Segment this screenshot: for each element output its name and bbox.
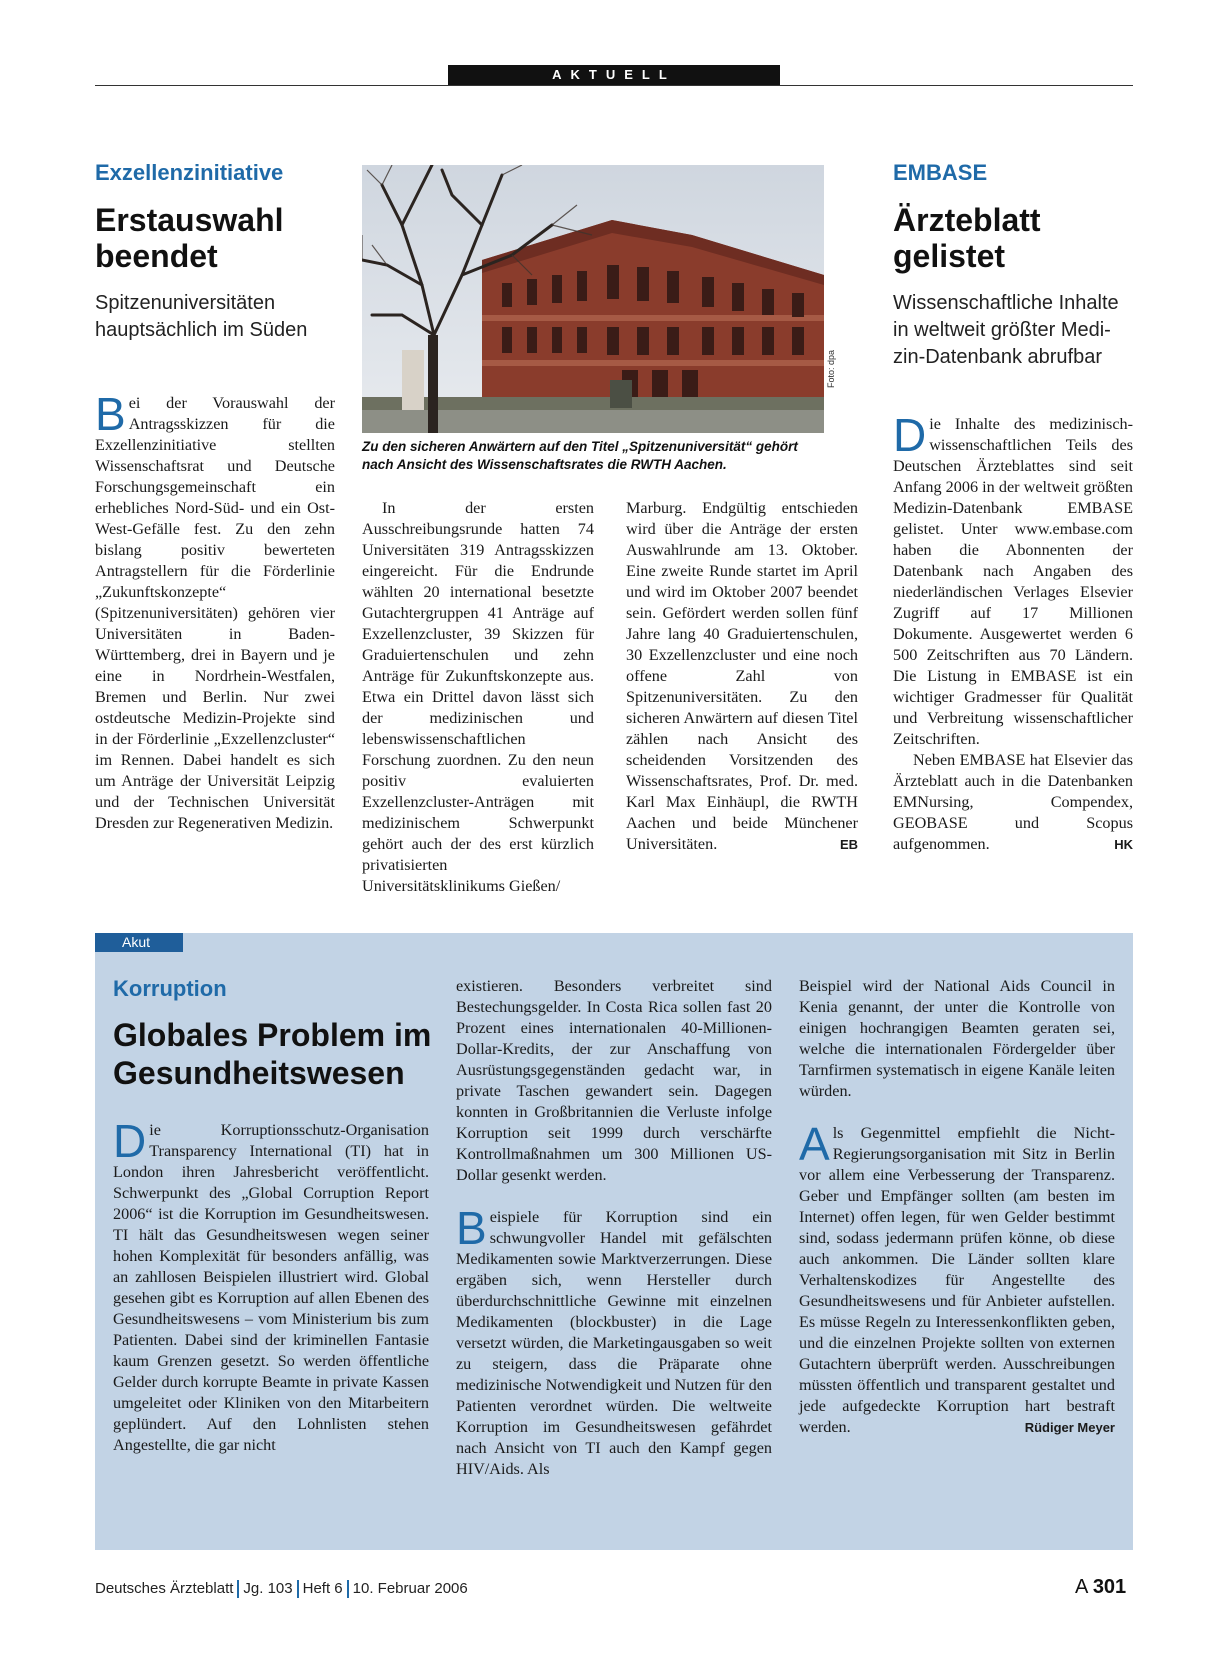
photo-rwth-aachen <box>362 165 824 433</box>
page-number-value: 301 <box>1092 1576 1127 1598</box>
author-signature: Rüdiger Meyer <box>1024 1420 1115 1435</box>
deck-line: Spitzenuniversitäten <box>95 292 276 314</box>
photo-credit: Foto: dpa <box>826 349 836 388</box>
footer-citation <box>95 1580 468 1598</box>
article-body-column-2 <box>362 498 594 897</box>
body-text: Marburg. Endgültig entschieden wird über die Anträge der ersten Auswahlrunde am 13. Oktober. Eine zweite Runde startet im April und wird im Oktober 2007 beendet sein. Gefördert werden sollen fünf Jahre lang 40 Graduiertenschulen, 30 Exzellenzcluster und eine noch offene Zahl von Spitzenuniversitäten. Zu den sicheren Anwärtern auf diesen Titel zählen nach Ansicht des scheidenden Vorsitzenden des Wissenschaftsrates, Prof. Dr. med. Karl Max Einhäupl, die RWTH Aachen und beide Münchener Universitäten. <box>626 499 858 853</box>
box-tab: Akut <box>95 933 183 952</box>
footer-divider <box>237 1580 239 1598</box>
author-signature: HK <box>1114 837 1133 852</box>
article-kicker: Exzellenzinitiative <box>95 160 284 185</box>
body-text: In der ersten Ausschreibungsrunde hatten 74 Universitäten 319 Antragsskizzen eingereicht. Für die Endrunde wählten 20 international besetzte Gutachtergruppen 41 Anträge auf Exzellenzcluster, 39 Skizzen für Graduiertenschulen und zehn Anträge für Zukunftskonzepte aus. Etwa ein Drittel davon lässt sich der medizinischen und lebenswissenschaftlichen Forschung zuordnen. Zu den neun positiv evaluierten Exzellenzcluster-Anträgen mit medizinischem Schwerpunkt gehört auch der des erst kürzlich privatisierten Universitätsklinikums Gießen/ <box>362 499 594 895</box>
article-headline <box>893 202 1133 274</box>
headline-line: gelistet <box>893 238 1006 274</box>
drop-cap: A <box>799 1118 830 1170</box>
body-text: ie Inhalte des medizinisch-wissenschaftlichen Teils des Deutschen Ärzteblattes sind seit Anfang 2006 in der weltweit größten Medizin-Datenbank EMBASE gelistet. Unter www.embase.com haben die Abonnenten der Datenbank nach Angaben des niederländischen Verlages Elsevier Zugriff auf 17 Millionen Dokumente. Ausgewertet werden 6 500 Zeitschriften aus 70 Ländern. Die Listung in EMBASE ist ein wichtiger Gradmesser für Qualität und Verbreitung wissenschaftlicher Zeitschriften. <box>893 415 1133 748</box>
journal-volume: Jg. 103 <box>243 1580 293 1597</box>
photo-caption: Zu den sicheren Anwärtern auf den Titel „Spitzenuniversität“ gehört nach Ansicht des Wissenschaftsrates die RWTH Aachen. <box>362 439 798 472</box>
box-article-heading <box>113 976 433 1092</box>
body-text: Beispiel wird der National Aids Council in Kenia genannt, der unter die Kontrolle von einigen hochrangigen Beamten geraten sei, welche die internationalen Fördergelder über Tarnfirmen systematisch in eigene Kanäle leiten würden. <box>799 977 1115 1100</box>
deck-line: Wissenschaftliche Inhalte <box>893 292 1119 314</box>
article-headline <box>95 202 335 274</box>
article-body-embase <box>893 409 1133 855</box>
footer-divider <box>297 1580 299 1598</box>
deck-line: in weltweit größter Medi- <box>893 319 1111 341</box>
box-body-column-2 <box>456 976 772 1480</box>
journal-issue: Heft 6 <box>302 1580 343 1597</box>
building-photo <box>362 165 824 433</box>
headline-line: Gesundheitswesen <box>113 1055 405 1091</box>
body-text: eispiele für Korruption sind ein schwungvoller Handel mit gefälschten Medikamenten sowie Marktverzerrungen. Diese ergäben sich, wenn Hersteller durch überdurchschnittliche Gewinne mit einzelnen Medikamenten (blockbuster) in die Lage versetzt würden, die Marketingausgaben so weit zu steigern, dass die Präparate ohne medizinische Notwendigkeit und Nutzen für den Patienten verordnet würden. Die weltweite Korruption im Gesundheitswesen gefährdet nach Ansicht von TI auch den Kampf gegen HIV/Aids. Als <box>456 1208 772 1478</box>
article-embase <box>893 160 1133 371</box>
drop-cap: B <box>95 388 126 440</box>
section-label: AKTUELL <box>448 65 780 85</box>
article-body-column-1 <box>95 388 335 834</box>
deck-line: zin-Datenbank abrufbar <box>893 346 1103 368</box>
drop-cap: D <box>893 409 927 461</box>
box-body-column-1 <box>113 1115 429 1456</box>
headline-line: beendet <box>95 238 218 274</box>
body-text: ls Gegenmittel empfiehlt die Nicht-Regierungsorganisation mit Sitz in Berlin vor allem eine Verbesserung der Transparenz. Geber und Empfänger sollten (am besten im Internet) offen legen, für wen Gelder bestimmt sind, sodass jedermann prüfen könne, ob diese auch ankommen. Die Länder sollten klare Verhaltenskodizes für Angestellte des Gesundheitswesens und für Anbieter aufstellen. Es müsse Regeln zu Interessenkonflikten geben, und die einzelnen Projekte sollten von externen Gutachtern überprüft werden. Ausschreibungen müssten öffentlich und transparent gestaltet und jede aufgedeckte Korruption hart bestraft werden. <box>799 1124 1115 1436</box>
headline-line: Globales Problem im <box>113 1017 432 1053</box>
headline-line: Ärzteblatt <box>893 202 1041 238</box>
article-deck <box>95 290 335 344</box>
article-kicker: EMBASE <box>893 160 988 185</box>
drop-cap: D <box>113 1115 147 1167</box>
deck-line: hauptsächlich im Süden <box>95 319 308 341</box>
body-text: existieren. Besonders verbreitet sind Bestechungsgelder. In Costa Rica sollen fast 20 Prozent eines internationalen 40-Millionen-Dollar-Kredits, der zur Anschaffung von Ausrüstungsgegenständen gedacht war, in private Taschen gewandert sein. Dagegen konnten in Großbritannien die Verluste infolge Korruption seit 1999 durch verschärfte Kontrollmaßnahmen um 300 Millionen US-Dollar gesenkt werden. <box>456 977 772 1184</box>
box-body-column-3 <box>799 976 1115 1438</box>
drop-cap: B <box>456 1202 487 1254</box>
article-kicker: Korruption <box>113 976 227 1001</box>
article-body-column-3 <box>626 498 858 855</box>
article-exzellenzinitiative <box>95 160 335 344</box>
journal-name: Deutsches Ärzteblatt <box>95 1580 234 1597</box>
body-text: Neben EMBASE hat Elsevier das Ärzteblatt auch in die Datenbanken EMNursing, Compendex, GEOBASE und Scopus aufgenommen. <box>893 751 1133 853</box>
page-number <box>1075 1576 1126 1599</box>
journal-date: 10. Februar 2006 <box>352 1580 468 1597</box>
footer-divider <box>347 1580 349 1598</box>
article-headline <box>113 1016 433 1092</box>
author-signature: EB <box>839 837 858 852</box>
body-text: ei der Vorauswahl der Antragsskizzen für die Exzellenzinitiative stellten Wissenschaftsrat und Deutsche Forschungsgemeinschaft ein erhebliches Nord-Süd- und ein Ost-West-Gefälle fest. Zu den zehn bislang positiv bewerteten Antragstellern für die Förderlinie „Zukunftskonzepte“ (Spitzenuniversitäten) gehören vier Universitäten in Baden-Württemberg, drei in Bayern und je eine in Nordrhein-Westfalen, Bremen und Berlin. Nur zwei ostdeutsche Medizin-Projekte sind in der Förderlinie „Exzellenzcluster“ im Rennen. Dabei handelt es sich um Anträge der Universität Leipzig und der Technischen Universität Dresden zur Regenerativen Medizin. <box>95 394 335 832</box>
page-prefix: A <box>1075 1576 1088 1598</box>
article-deck <box>893 290 1133 371</box>
headline-line: Erstauswahl <box>95 202 284 238</box>
body-text: ie Korruptionsschutz-Organisation Transparency International (TI) hat in London ihren Jahresbericht veröffentlicht. Schwerpunkt des „Global Corruption Report 2006“ ist die Korruption im Gesundheitswesen. TI hält das Gesundheitswesen wegen seiner hohen Komplexität für besonders anfällig, was an zahllosen Beispielen illustriert wird. Global gesehen gibt es Korruption auf allen Ebenen des Gesundheitswesens – vom Ministerium bis zum Patienten. Dabei sind der kriminellen Fantasie kaum Grenzen gesetzt. So werden öffentliche Gelder durch korrupte Beamte in private Kassen umgeleitet oder Kliniken von den Mitarbeitern geplündert. Auf den Lohnlisten stehen Angestellte, die gar nicht <box>113 1121 429 1454</box>
header-rule <box>95 85 1133 86</box>
